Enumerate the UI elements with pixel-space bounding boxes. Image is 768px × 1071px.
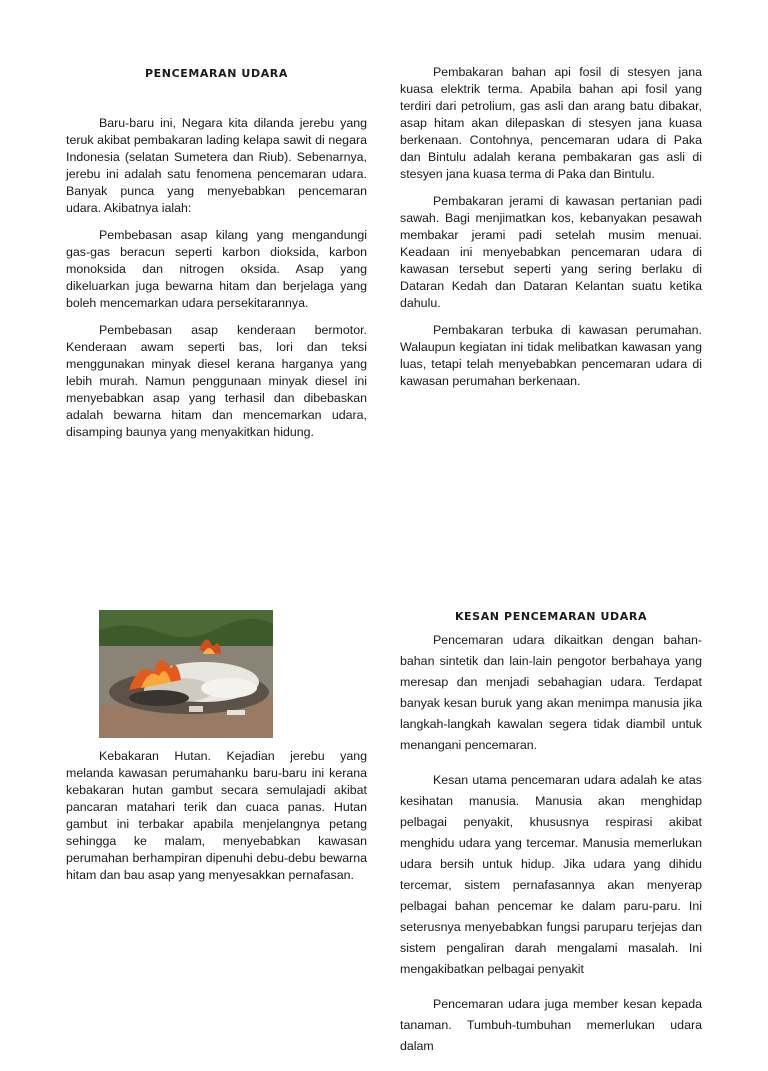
- burning-waste-photo: [99, 610, 273, 738]
- paragraph: Pembakaran terbuka di kawasan perumahan. Walaupun kegiatan ini tidak melibatkan kawasan yang luas, tetapi telah menyebabkan pencemaran udara di kawasan perumahan berkenaan.: [400, 323, 702, 388]
- right-column-top: [400, 64, 702, 400]
- paragraph: Pembebasan asap kenderaan bermotor. Kenderaan awam seperti bas, lori dan teksi menggunakan minyak diesel kerana harganya yang lebih murah. Namun penggunaan minyak diesel ini menyebabkan asap yang terhasil dan dibebaskan adalah bewarna hitam dan mencemarkan udara, disamping baunya yang menyakitkan hidung.: [66, 323, 367, 439]
- section-title-pencemaran-udara: PENCEMARAN UDARA: [144, 67, 288, 80]
- paragraph: Pembebasan asap kilang yang mengandungi gas-gas beracun seperti karbon dioksida, karbon monoksida dan nitrogen oksida. Asap yang dikeluarkan juga bewarna hitam dan berjelaga yang boleh mencemarkan udara persekitarannya.: [66, 228, 367, 310]
- paragraph: Kesan utama pencemaran udara adalah ke atas kesihatan manusia. Manusia akan menghidap pelbagai penyakit, khususnya respirasi akibat menghidu udara yang tercemar. Manusia memerlukan udara bersih untuk hidup. Jika udara yang dihidu tercemar, sistem pernafasannya akan menyerap pelbagai bahan pencemar ke dalam paru-paru. Ini seterusnya menyebabkan fungsi paruparu terjejas dan sistem pengaliran darah mengalami masalah. Ini mengakibatkan pelbagai penyakit: [400, 773, 702, 976]
- paragraph: Baru-baru ini, Negara kita dilanda jerebu yang teruk akibat pembakaran lading kelapa sawit di negara Indonesia (selatan Sumetera dan Riub). Sebenarnya, jerebu ini adalah satu fenomena pencemaran udara. Banyak punca yang menyebabkan pencemaran udara. Akibatnya ialah:: [66, 116, 367, 215]
- paragraph: Pencemaran udara dikaitkan dengan bahan-bahan sintetik dan lain-lain pengotor berbahaya yang meresap dan menjadi sebahagian udara. Terdapat banyak kesan buruk yang akan menimpa manusia jika langkah-langkah kawalan segera tidak diambil untuk menangani pencemaran.: [400, 633, 702, 752]
- paragraph: Pembakaran bahan api fosil di stesyen jana kuasa elektrik terma. Apabila bahan api fosil yang terdiri dari petrolium, gas asli dan arang batu dibakar, asap hitam akan dilepaskan di stesyen jana kuasa berkenaan. Contohnya, pencemaran udara di Paka dan Bintulu adalah kerana pembakaran gas asli di stesyen jana kuasa terma di Paka dan Bintulu.: [400, 65, 702, 181]
- paragraph: Pembakaran jerami di kawasan pertanian padi sawah. Bagi menjimatkan kos, kebanyakan pesawah membakar jerami padi setelah musim menuai. Keadaan ini menyebabkan pencemaran udara di kawasan tersebut seperti yang sering berlaku di Dataran Kedah dan Dataran Kelantan suatu ketika dahulu.: [400, 194, 702, 310]
- paragraph: Kebakaran Hutan. Kejadian jerebu yang melanda kawasan perumahanku baru-baru ini kerana kebakaran hutan gambut secara semulajadi akibat pancaran matahari terik dan cuaca panas. Hutan gambut ini terbakar apabila menjelangnya petang sehingga ke malam, menyebabkan kawasan perumahan berhampiran dipenuhi debu-debu bewarna hitam dan bau asap yang menyesakkan pernafasan.: [66, 749, 367, 882]
- left-column-bottom: [66, 748, 367, 894]
- right-column-bottom: [400, 630, 702, 1071]
- paragraph: Pencemaran udara juga member kesan kepada tanaman. Tumbuh-tumbuhan memerlukan udara dalam: [400, 997, 702, 1053]
- section-title-kesan-pencemaran-udara: KESAN PENCEMARAN UDARA: [454, 610, 648, 623]
- left-column-top: [66, 115, 367, 451]
